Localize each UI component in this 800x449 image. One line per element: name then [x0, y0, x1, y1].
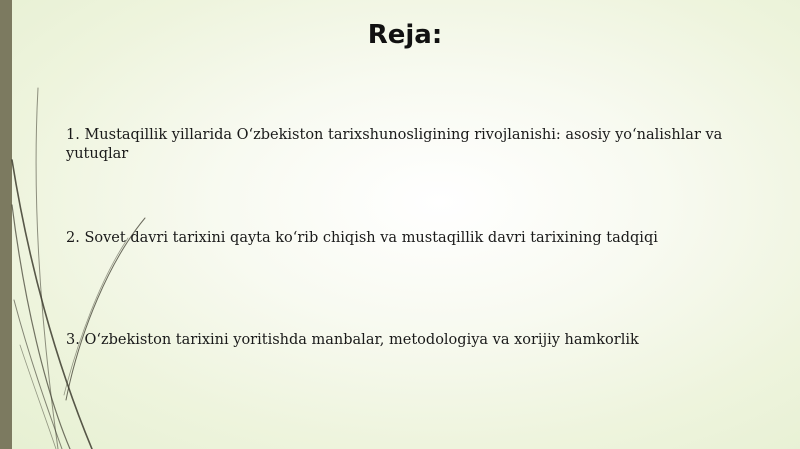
slide-title: Reja: — [367, 20, 443, 50]
agenda-item-2: 2. Sovet davri tarixini qayta ko‘rib chiqish va mustaqillik davri tarixining tadqiqi — [66, 230, 658, 246]
decor-line — [20, 345, 56, 449]
agenda-item-3: 3. O‘zbekiston tarixini yoritishda manbalar, metodologiya va xorijiy hamkorlik — [66, 332, 639, 348]
decor-line — [36, 88, 58, 449]
decor-line — [12, 205, 70, 449]
agenda-item-1: 1. Mustaqillik yillarida O‘zbekiston tarixshunosligining rivojlanishi: asosiy yo‘nalishlar va yutuqlar — [66, 127, 723, 162]
decor-line — [64, 238, 128, 395]
